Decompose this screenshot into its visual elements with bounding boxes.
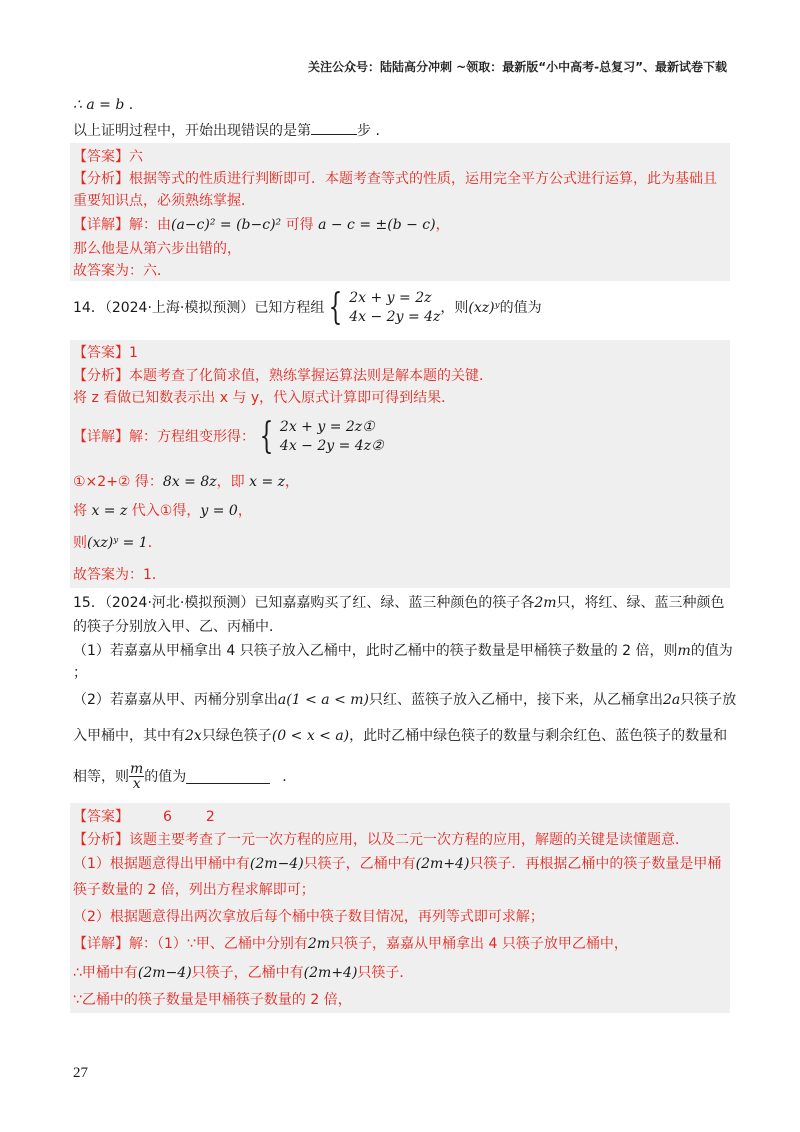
fraction-m-over-x: $\frac{m}{x}$ [130, 761, 144, 792]
q14-step-1: ①×2+② 得：8x = 8z，即 x = z， [73, 474, 299, 490]
q13-analysis-2: 重要知识点，必须熟练掌握． [73, 193, 255, 209]
answer-blank [311, 120, 357, 135]
q13-answer: 【答案】六 [73, 149, 143, 165]
therefore-line: ∴ a = b . [73, 97, 134, 113]
q14-answer: 【答案】1 [73, 345, 138, 361]
q15-part-2: （2）若嘉嘉从甲、丙桶分别拿出a(1 < a < m)只红、蓝筷子放入乙桶中，接下来，从乙桶拿出2a只筷子放 [73, 692, 737, 708]
q15-part-2-cont: 入甲桶中，其中有2x只绿色筷子(0 < x < a)，此时乙桶中绿色筷子的数量与剩余红色、蓝色筷子的数量和 [73, 728, 728, 744]
q15-analysis-2: （1）根据题意得出甲桶中有(2m−4)只筷子，乙桶中有(2m+4)只筷子．再根据乙桶中的筷子数量是甲桶 [73, 856, 722, 872]
q13-line-3: 故答案为：六． [73, 263, 171, 279]
q15-analysis-4: （2）根据题意得出两次拿放后每个桶中筷子数目情况，再列等式即可求解； [73, 909, 544, 925]
q13-analysis-1: 【分析】根据等式的性质进行判断即可．本题考查等式的性质，运用完全平方公式进行运算，此为基础且 [73, 171, 717, 187]
q15-analysis-1: 【分析】该题主要考查了一元一次方程的应用，以及二元一次方程的应用，解题的关键是读懂题意． [73, 832, 689, 848]
q13-line-2: 那么他是从第六步出错的， [73, 241, 241, 257]
q15-detail-3: ∵乙桶中的筷子数量是甲桶筷子数量的 2 倍， [73, 992, 352, 1008]
q15-stem-1: 15．（2024·河北·模拟预测）已知嘉嘉购买了红、绿、蓝三种颜色的筷子各2m只，将红、绿、蓝三种颜色 [73, 595, 725, 611]
q14-step-3: 则(xz)ʸ = 1． [73, 535, 162, 551]
q13-detail: 【详解】解：由(a−c)² = (b−c)² 可得 a − c = ±(b − c)， [73, 217, 450, 233]
page-number: 27 [73, 1065, 88, 1081]
q14-step-2: 将 x = z 代入①得，y = 0， [73, 503, 252, 519]
q14-equation-system: { 2x + y = 2z 4x − 2y = 4z [328, 287, 441, 328]
answer-blank-2 [186, 769, 270, 784]
q14-analysis-2: 将 z 看做已知数表示出 x 与 y，代入原式计算即可得到结果． [73, 390, 456, 406]
q14-stem: 14．（2024·上海·模拟预测）已知方程组 { 2x + y = 2z 4x − 2y = 4z ，则 (xz)ʸ 的值为 [73, 287, 542, 328]
q15-detail-1: 【详解】解：（1）∵甲、乙桶中分别有2m只筷子，嘉嘉从甲桶拿出 4 只筷子放甲乙桶中， [73, 936, 628, 952]
q15-part-1-end: ； [73, 665, 87, 681]
q15-detail-2: ∴甲桶中有(2m−4)只筷子，乙桶中有(2m+4)只筷子． [73, 965, 414, 981]
q14-detail: 【详解】解：方程组变形得： { 2x + y = 2z① 4x − 2y = 4z② [73, 416, 384, 457]
q14-detail-system: { 2x + y = 2z① 4x − 2y = 4z② [259, 416, 384, 457]
q15-answer: 【答案】 6 2 [73, 809, 215, 825]
question-line: 以上证明过程中，开始出现错误的是第 步 . [73, 120, 380, 141]
q14-analysis-1: 【分析】本题考查了化简求值，熟练掌握运算法则是解本题的关键． [73, 368, 493, 384]
page-header: 关注公众号：陆陆高分冲刺 ~领取：最新版“小中高考-总复习”、最新试卷下载 [308, 60, 727, 74]
q15-analysis-3: 筷子数量的 2 倍，列出方程求解即可； [73, 882, 315, 898]
q15-part-2-end: 相等，则 $\frac{m}{x}$ 的值为 ． [73, 761, 297, 792]
q14-final: 故答案为：1． [73, 567, 166, 583]
q15-part-1: （1）若嘉嘉从甲桶拿出 4 只筷子放入乙桶中，此时乙桶中的筷子数量是甲桶筷子数量的 2 倍，则m的值为 [73, 643, 733, 659]
q15-stem-2: 的筷子分别放入甲、乙、丙桶中． [73, 619, 283, 635]
